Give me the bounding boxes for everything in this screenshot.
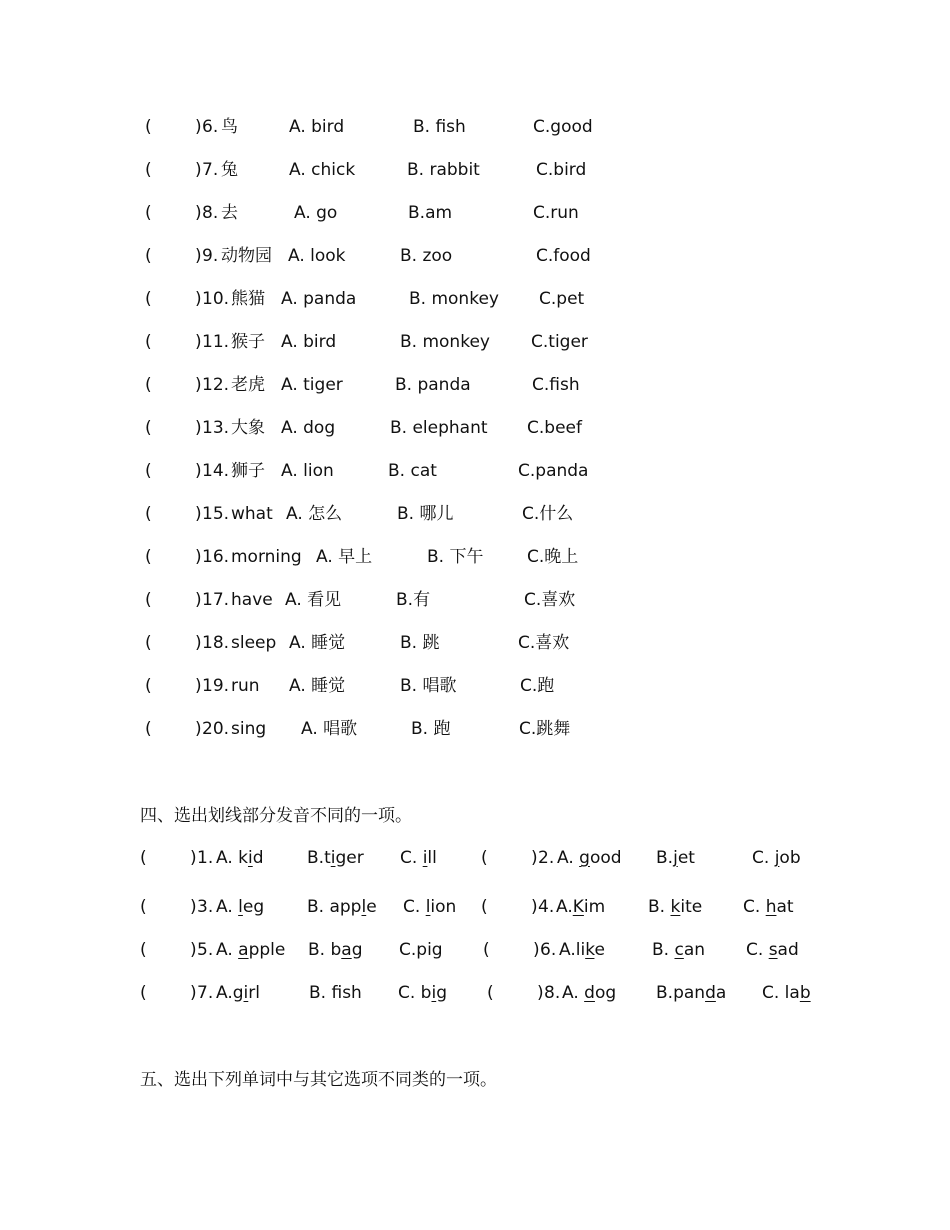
answer-blank-close: ) xyxy=(195,676,202,696)
option-c: C.晚上 xyxy=(527,547,579,567)
option-c: C.pet xyxy=(539,289,585,309)
option-c: C.fish xyxy=(532,375,580,395)
option-a: A. lion xyxy=(281,461,334,481)
question-word: 猴子 xyxy=(231,332,265,352)
option-b-prefix: B. b xyxy=(308,940,342,960)
vocab-question-row xyxy=(0,114,950,140)
option-b-prefix: B. xyxy=(652,940,675,960)
option-a-underlined-letters: a xyxy=(238,940,249,960)
option-c-prefix: C.pig xyxy=(399,940,443,960)
question-word: have xyxy=(231,590,273,610)
option-b xyxy=(656,845,695,871)
answer-blank-open: ( xyxy=(145,547,152,567)
answer-blank-close: ) xyxy=(533,940,540,960)
option-b-prefix: B.t xyxy=(307,848,331,868)
answer-blank-open: ( xyxy=(487,983,494,1003)
option-c xyxy=(743,894,794,920)
option-a-prefix: A. xyxy=(216,940,239,960)
vocab-question-row xyxy=(0,630,950,656)
question-word: 鸟 xyxy=(221,117,238,137)
answer-blank-open: ( xyxy=(145,375,152,395)
question-number: 5. xyxy=(197,940,214,960)
vocab-question-row xyxy=(0,544,950,570)
option-b-suffix: sh xyxy=(342,983,362,1003)
option-c-prefix: C. xyxy=(403,897,426,917)
option-b xyxy=(652,937,705,963)
option-a xyxy=(216,845,264,871)
option-b xyxy=(307,845,364,871)
question-number: 19. xyxy=(202,676,230,696)
vocab-question-row xyxy=(0,243,950,269)
option-b-underlined-letters: j xyxy=(673,848,678,868)
option-c-suffix: ad xyxy=(777,940,799,960)
option-b xyxy=(309,980,362,1006)
option-b-underlined-letters: k xyxy=(670,897,681,917)
vocab-question-row xyxy=(0,673,950,699)
option-b: B. cat xyxy=(388,461,437,481)
option-a: A. bird xyxy=(281,332,337,352)
answer-blank-close: ) xyxy=(195,332,202,352)
option-b xyxy=(308,937,362,963)
option-a: A. dog xyxy=(281,418,336,438)
answer-blank-close: ) xyxy=(195,160,202,180)
answer-blank-open: ( xyxy=(145,504,152,524)
option-b-suffix: an xyxy=(683,940,706,960)
option-b-suffix: a xyxy=(715,983,727,1003)
answer-blank-open: ( xyxy=(145,418,152,438)
answer-blank-close: ) xyxy=(195,590,202,610)
option-b: B.am xyxy=(408,203,453,223)
option-a-underlined-letters: K xyxy=(572,897,584,917)
answer-blank-open: ( xyxy=(481,848,488,868)
question-number: 18. xyxy=(202,633,230,653)
answer-blank-open: ( xyxy=(140,897,147,917)
option-a-prefix: A. xyxy=(216,897,239,917)
option-c-prefix: C. xyxy=(746,940,769,960)
option-c: C.什么 xyxy=(522,504,574,524)
option-b-suffix: e xyxy=(366,897,377,917)
option-a-prefix: A.li xyxy=(559,940,586,960)
question-word: 老虎 xyxy=(231,375,265,395)
option-c-prefix: C. la xyxy=(762,983,800,1003)
answer-blank-close: ) xyxy=(195,375,202,395)
option-a-prefix: A. xyxy=(556,897,573,917)
option-c xyxy=(398,980,447,1006)
option-b-suffix: ite xyxy=(680,897,703,917)
answer-blank-close: ) xyxy=(195,719,202,739)
vocab-question-row xyxy=(0,716,950,742)
vocab-question-row xyxy=(0,415,950,441)
option-c: C.beef xyxy=(527,418,582,438)
option-b: B. panda xyxy=(395,375,471,395)
answer-blank-close: ) xyxy=(195,246,202,266)
option-b: B. 跳 xyxy=(400,633,440,653)
answer-blank-open: ( xyxy=(145,461,152,481)
vocab-question-row xyxy=(0,458,950,484)
question-word: sing xyxy=(231,719,267,739)
option-c-underlined-letters: b xyxy=(799,983,811,1003)
answer-blank-close: ) xyxy=(190,983,197,1003)
option-b-prefix: B. xyxy=(656,848,674,868)
option-a xyxy=(557,845,622,871)
option-c-underlined-letters: l xyxy=(425,897,431,917)
answer-blank-open: ( xyxy=(483,940,490,960)
option-b: B. 唱歌 xyxy=(400,676,457,696)
question-number: 16. xyxy=(202,547,230,567)
option-a-underlined-letters: i xyxy=(243,983,249,1003)
question-word: sleep xyxy=(231,633,277,653)
question-number: 15. xyxy=(202,504,230,524)
answer-blank-open: ( xyxy=(145,633,152,653)
option-c-suffix: g xyxy=(436,983,447,1003)
answer-blank-close: ) xyxy=(195,418,202,438)
option-c xyxy=(400,845,437,871)
vocab-question-row xyxy=(0,501,950,527)
answer-blank-close: ) xyxy=(537,983,544,1003)
option-c-underlined-letters: s xyxy=(768,940,778,960)
option-b-underlined-letters: i xyxy=(330,848,336,868)
option-a-suffix: d xyxy=(252,848,264,868)
option-c: C.bird xyxy=(536,160,587,180)
answer-blank-open: ( xyxy=(140,940,147,960)
section-5-heading: 五、选出下列单词中与其它选项不同类的一项。 xyxy=(140,1070,497,1090)
question-number: 6. xyxy=(540,940,557,960)
option-c-prefix: C. b xyxy=(398,983,432,1003)
question-number: 17. xyxy=(202,590,230,610)
option-b: B. zoo xyxy=(400,246,453,266)
option-a-prefix: A. k xyxy=(216,848,248,868)
question-number: 9. xyxy=(202,246,219,266)
answer-blank-close: ) xyxy=(195,547,202,567)
question-number: 10. xyxy=(202,289,230,309)
phonics-question-row xyxy=(0,845,950,871)
answer-blank-close: ) xyxy=(195,504,202,524)
option-a: A. 怎么 xyxy=(286,504,343,524)
question-number: 14. xyxy=(202,461,230,481)
answer-blank-open: ( xyxy=(145,203,152,223)
option-a-underlined-letters: g xyxy=(579,848,590,868)
option-a xyxy=(216,937,285,963)
option-a xyxy=(556,894,605,920)
question-number: 20. xyxy=(202,719,230,739)
option-a-suffix: eg xyxy=(242,897,265,917)
option-c xyxy=(399,937,443,963)
question-word: 熊猫 xyxy=(231,289,265,309)
question-number: 12. xyxy=(202,375,230,395)
answer-blank-close: ) xyxy=(531,848,538,868)
option-c-prefix: C. xyxy=(743,897,766,917)
question-number: 2. xyxy=(538,848,555,868)
vocab-question-row xyxy=(0,329,950,355)
option-c: C.喜欢 xyxy=(518,633,570,653)
option-c: C.跑 xyxy=(520,676,555,696)
question-number: 11. xyxy=(202,332,230,352)
option-b: B. rabbit xyxy=(407,160,480,180)
option-a-suffix: e xyxy=(594,940,605,960)
option-c xyxy=(746,937,799,963)
vocab-question-row xyxy=(0,157,950,183)
question-number: 6. xyxy=(202,117,219,137)
answer-blank-open: ( xyxy=(145,246,152,266)
option-b xyxy=(648,894,702,920)
option-c-underlined-letters: i xyxy=(431,983,437,1003)
option-b: B. 哪儿 xyxy=(397,504,454,524)
option-b: B. monkey xyxy=(409,289,499,309)
option-a-prefix: A. xyxy=(557,848,580,868)
answer-blank-close: ) xyxy=(531,897,538,917)
phonics-question-row xyxy=(0,894,950,920)
answer-blank-open: ( xyxy=(145,332,152,352)
answer-blank-open: ( xyxy=(145,676,152,696)
vocab-question-row xyxy=(0,286,950,312)
option-b xyxy=(307,894,377,920)
answer-blank-open: ( xyxy=(145,590,152,610)
option-b-suffix: g xyxy=(351,940,363,960)
option-b-suffix: et xyxy=(677,848,695,868)
answer-blank-open: ( xyxy=(145,160,152,180)
question-number: 8. xyxy=(544,983,561,1003)
answer-blank-close: ) xyxy=(195,117,202,137)
question-word: 兔 xyxy=(221,160,238,180)
option-c-underlined-letters: i xyxy=(422,848,428,868)
option-a-suffix: im xyxy=(583,897,606,917)
option-a-underlined-letters: k xyxy=(585,940,595,960)
question-number: 8. xyxy=(202,203,219,223)
option-b: B. 跑 xyxy=(411,719,451,739)
question-number: 4. xyxy=(538,897,555,917)
option-a-suffix: pple xyxy=(248,940,286,960)
option-a-underlined-letters: l xyxy=(238,897,243,917)
answer-blank-close: ) xyxy=(190,940,197,960)
answer-blank-close: ) xyxy=(195,633,202,653)
option-b: B. elephant xyxy=(390,418,488,438)
option-a xyxy=(559,937,605,963)
option-c: C.喜欢 xyxy=(524,590,576,610)
question-word: run xyxy=(231,676,260,696)
question-word: morning xyxy=(231,547,302,567)
answer-blank-open: ( xyxy=(481,897,488,917)
option-a-suffix: og xyxy=(594,983,617,1003)
option-c-suffix: ll xyxy=(427,848,437,868)
option-a: A. tiger xyxy=(281,375,343,395)
option-b-underlined-letters: l xyxy=(361,897,367,917)
option-b-underlined-letters: d xyxy=(705,983,716,1003)
phonics-question-row xyxy=(0,937,950,963)
option-c-prefix: C. xyxy=(752,848,775,868)
option-c: C.good xyxy=(533,117,593,137)
option-b-underlined-letters: a xyxy=(341,940,352,960)
option-a-suffix: ood xyxy=(589,848,622,868)
question-word: 动物园 xyxy=(221,246,272,266)
option-c: C.panda xyxy=(518,461,589,481)
option-a-prefix: A.g xyxy=(216,983,244,1003)
option-a: A. 唱歌 xyxy=(301,719,358,739)
question-word: 去 xyxy=(221,203,238,223)
option-a: A. 早上 xyxy=(316,547,373,567)
vocab-question-row xyxy=(0,587,950,613)
answer-blank-close: ) xyxy=(190,897,197,917)
option-a-prefix: A. xyxy=(562,983,585,1003)
option-b: B.有 xyxy=(396,590,431,610)
option-c xyxy=(762,980,811,1006)
option-b-underlined-letters: c xyxy=(674,940,684,960)
option-b: B. 下午 xyxy=(427,547,484,567)
answer-blank-open: ( xyxy=(145,719,152,739)
question-number: 13. xyxy=(202,418,230,438)
vocab-question-row xyxy=(0,372,950,398)
question-number: 7. xyxy=(197,983,214,1003)
phonics-question-row xyxy=(0,980,950,1006)
option-c: C.food xyxy=(536,246,591,266)
option-b-prefix: B. f xyxy=(309,983,343,1003)
option-a: A. go xyxy=(294,203,338,223)
question-number: 7. xyxy=(202,160,219,180)
answer-blank-close: ) xyxy=(195,289,202,309)
option-c-suffix: ob xyxy=(779,848,801,868)
option-a xyxy=(562,980,616,1006)
answer-blank-open: ( xyxy=(145,289,152,309)
option-a-suffix: rl xyxy=(248,983,260,1003)
answer-blank-open: ( xyxy=(145,117,152,137)
answer-blank-open: ( xyxy=(140,983,147,1003)
vocab-question-row xyxy=(0,200,950,226)
option-a: A. chick xyxy=(289,160,356,180)
answer-blank-open: ( xyxy=(140,848,147,868)
option-c-underlined-letters: j xyxy=(774,848,780,868)
question-word: 狮子 xyxy=(231,461,265,481)
section-4-heading: 四、选出划线部分发音不同的一项。 xyxy=(140,806,412,826)
option-a xyxy=(216,980,260,1006)
option-b xyxy=(656,980,726,1006)
option-c: C.tiger xyxy=(531,332,588,352)
option-b: B. monkey xyxy=(400,332,490,352)
answer-blank-close: ) xyxy=(195,203,202,223)
option-a-underlined-letters: i xyxy=(247,848,253,868)
answer-blank-close: ) xyxy=(195,461,202,481)
option-a: A. 睡觉 xyxy=(289,633,346,653)
option-b-suffix: ger xyxy=(335,848,364,868)
option-b-prefix: B.pan xyxy=(656,983,706,1003)
option-a: A. panda xyxy=(281,289,357,309)
option-c-underlined-letters: h xyxy=(765,897,777,917)
option-b-prefix: B. xyxy=(648,897,671,917)
option-c xyxy=(403,894,456,920)
question-word: 大象 xyxy=(231,418,265,438)
answer-blank-close: ) xyxy=(190,848,197,868)
question-number: 1. xyxy=(197,848,214,868)
option-a: A. look xyxy=(288,246,346,266)
option-b: B. fish xyxy=(413,117,466,137)
option-c: C.run xyxy=(533,203,579,223)
option-c-suffix: at xyxy=(776,897,794,917)
option-a-underlined-letters: d xyxy=(584,983,595,1003)
option-c: C.跳舞 xyxy=(519,719,571,739)
question-number: 3. xyxy=(197,897,214,917)
option-c-prefix: C. xyxy=(400,848,423,868)
question-word: what xyxy=(231,504,273,524)
option-a: A. bird xyxy=(289,117,345,137)
option-b-prefix: B. app xyxy=(307,897,362,917)
option-a: A. 睡觉 xyxy=(289,676,346,696)
option-a: A. 看见 xyxy=(285,590,342,610)
option-c-suffix: ion xyxy=(430,897,457,917)
option-c xyxy=(752,845,801,871)
option-a xyxy=(216,894,264,920)
